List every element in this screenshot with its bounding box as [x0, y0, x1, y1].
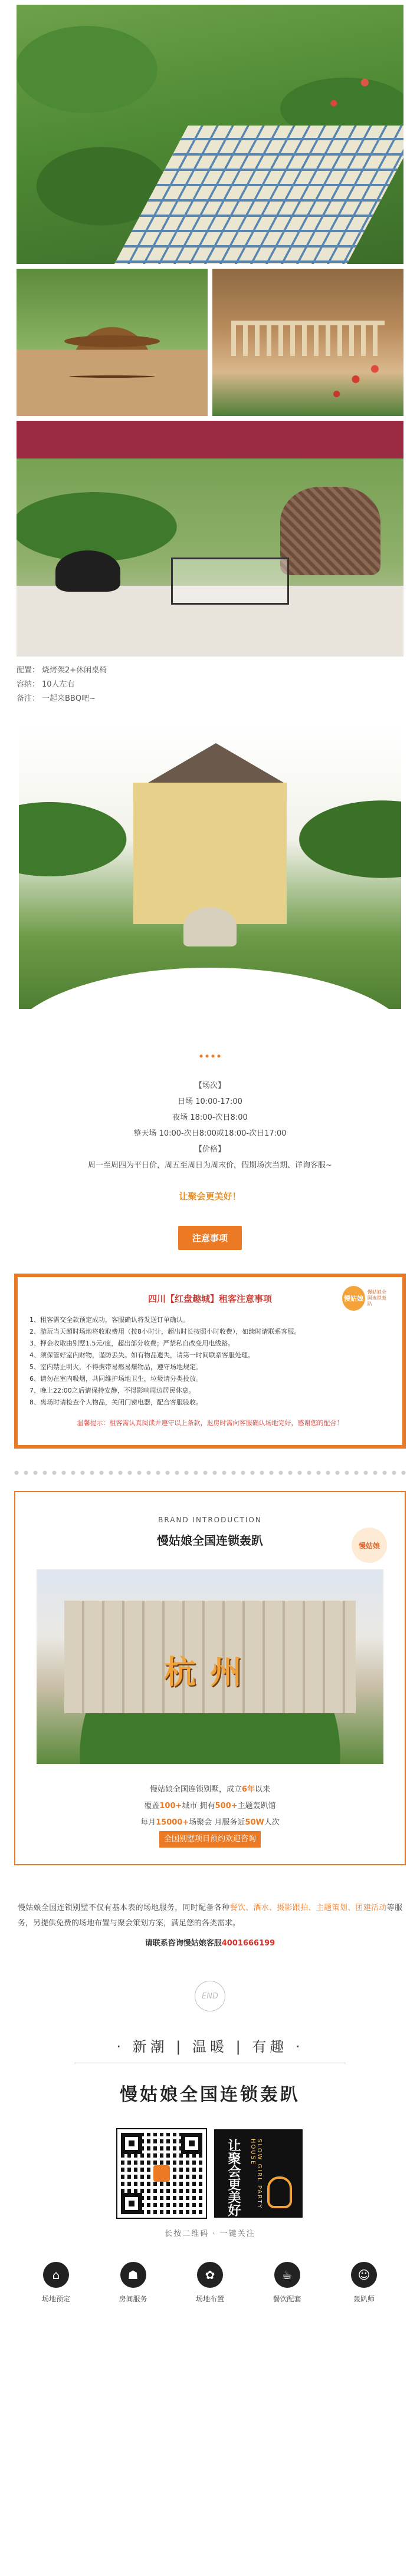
patio-table-photo: [17, 269, 208, 416]
intro-text-b: 等服务，另提供免费的场地布置与聚会策划方案，满足您的各类需求。: [18, 1904, 402, 1928]
qr-code[interactable]: [117, 2129, 206, 2218]
brand-zh-title: 慢姑娘全国连锁轰趴: [157, 1533, 263, 1548]
venue-info: [17, 664, 403, 706]
brand-logo: [342, 1285, 389, 1311]
brand-line3-b: 场聚会 月服务近: [189, 1818, 245, 1827]
glass-table-shape: [171, 558, 289, 605]
nav-item-booking[interactable]: [24, 2262, 88, 2304]
dining-icon: ☕: [274, 2262, 300, 2288]
logo-text: 慢姑娘全国连锁轰趴: [367, 1289, 386, 1307]
notice-footer: 温馨提示：租客需认真阅读并遵守以上条款，退房时需向客服确认场地完好，感谢您的配合！: [77, 1419, 343, 1427]
garden-path-photo: [17, 5, 403, 264]
brand-line3-c: 人次: [264, 1818, 280, 1827]
nav-label: 场地预定: [41, 2295, 70, 2303]
nav-item-host[interactable]: [332, 2262, 396, 2304]
list-item: 2、游玩当天超时场地将收取费用（按8小时计，超出时长按照小时收费），如续时请联系客服。: [29, 1328, 301, 1335]
terrace-flowers-photo: [212, 269, 403, 416]
bbq-area-photo: [17, 421, 403, 657]
host-icon: ☺: [351, 2262, 377, 2288]
qr-logo-icon: [153, 2165, 170, 2182]
capacity-value: 10人左右: [42, 680, 75, 689]
brand-visitors: 50W: [245, 1818, 264, 1827]
price-heading: 【价格】: [194, 1145, 225, 1154]
hotline-label: 请联系咨询慢姑娘客服: [145, 1939, 222, 1948]
logo-badge: 慢姑娘: [342, 1286, 365, 1311]
grill-shape: [55, 550, 120, 592]
list-item: 8、离场时请检查个人物品，关闭门窗电器，配合客服验收。: [29, 1399, 202, 1406]
hotline: [18, 1936, 402, 1951]
decoration-icon: ✿: [197, 2262, 223, 2288]
pointing-hand-icon: [267, 2176, 292, 2208]
nav-label: 场地布置: [195, 2295, 224, 2303]
room-service-icon: ☗: [120, 2262, 146, 2288]
notice-heading: [0, 1226, 420, 1250]
dots-decoration: [198, 1053, 222, 1064]
brand-line1-text: 慢姑娘全国连锁别墅，成立: [149, 1785, 242, 1794]
brand-line-3: [26, 1815, 394, 1831]
config-label: 配置：: [17, 666, 40, 675]
list-item: 5、室内禁止明火，不得携带易燃易爆物品，遵守场地规定。: [29, 1363, 202, 1371]
brand-venues: 500+: [215, 1802, 238, 1810]
note-line: [17, 692, 403, 706]
brand-deco-logo: 慢姑娘: [352, 1528, 387, 1563]
qr-row: [0, 2129, 420, 2218]
brand-line3-a: 每月: [140, 1818, 156, 1827]
hotline-number[interactable]: 4001666199: [221, 1939, 275, 1948]
brand-line2-b: 城市 拥有: [182, 1802, 215, 1810]
session-body: [24, 1078, 396, 1173]
session-full: 整天场 10:00-次日8:00或18:00-次日17:00: [133, 1129, 287, 1138]
brand-line-4: [26, 1831, 394, 1848]
nav-item-dining[interactable]: [255, 2262, 320, 2304]
page: [0, 5, 420, 2304]
intro-text-a: 慢姑娘全国连锁别墅不仅有基本表的场地服务，同时配备各种: [18, 1904, 230, 1912]
brand-stats: [26, 1782, 394, 1848]
intro-services: 餐饮、酒水、摄影跟拍、主题策划、团建活动: [229, 1904, 387, 1912]
mansion-photo: [37, 1569, 383, 1764]
session-day: 日场 10:00-17:00: [178, 1097, 242, 1106]
slogan: 让聚会更美好！: [179, 1191, 241, 1202]
brand-cta-bar: 全国别墅项目预约欢迎咨询: [159, 1831, 261, 1848]
qr-side-text: 让聚会更美好: [226, 2139, 241, 2217]
brand-years: 6年: [241, 1785, 255, 1794]
brand-line2-c: 主题轰趴馆: [237, 1802, 276, 1810]
config-value: 烧烤架2+休闲桌椅: [42, 666, 107, 675]
nav-item-decoration[interactable]: [178, 2262, 242, 2304]
notice-pill: 注意事项: [178, 1226, 242, 1250]
brand-name: 慢姑娘全国连锁轰趴: [120, 2084, 300, 2105]
nav-item-room-service[interactable]: [101, 2262, 166, 2304]
intro-text: [18, 1901, 402, 1951]
notice-list: [29, 1314, 391, 1409]
nav-label: 轰趴师: [353, 2295, 375, 2303]
brand-en-title: BRAND INTRODUCTION: [158, 1516, 262, 1524]
rattan-chair-shape: [280, 487, 380, 575]
session-night: 夜场 18:00-次日8:00: [172, 1113, 248, 1122]
qr-side-en: SLOW GIRL PARTY HOUSE: [250, 2139, 262, 2209]
brand-parties: 15000+: [156, 1818, 189, 1827]
list-item: 6、请勿在室内吸烟，共同维护场地卫生，垃圾请分类投放。: [29, 1375, 202, 1383]
patio-photo-row: [17, 269, 403, 416]
notice-title-prefix: 四川: [147, 1294, 166, 1304]
list-item: 7、晚上22:00之后请保持安静，不得影响周边居民休息。: [29, 1387, 195, 1394]
price-note: 周一至周四为平日价，周五至周日为周末价，假期场次当期、详询客服~: [88, 1161, 332, 1170]
city-name: 杭州: [164, 1653, 256, 1691]
home-icon: ⌂: [43, 2262, 69, 2288]
brand-line1-tail: 以来: [255, 1785, 271, 1794]
end-mark: END: [195, 1981, 225, 2011]
nav-label: 房间服务: [119, 2295, 147, 2303]
dot-separator: [12, 1464, 408, 1482]
session-heading: 【场次】: [194, 1081, 225, 1090]
brand-cities: 100+: [159, 1802, 182, 1810]
brand-line-1: [26, 1782, 394, 1798]
list-item: 4、须保管好室内财物，谨防丢失。如有物品遗失，请第一时间联系客服处理。: [29, 1351, 254, 1359]
brand-card: [14, 1491, 406, 1865]
notice-title: [29, 1292, 391, 1305]
note-label: 备注：: [17, 694, 40, 703]
capacity-label: 容纳：: [17, 680, 40, 689]
nav-label: 餐饮配套: [273, 2295, 301, 2303]
villa-photo: [19, 726, 401, 1009]
notice-card: [14, 1274, 406, 1449]
config-line: [17, 664, 403, 678]
capacity-line: [17, 678, 403, 692]
qr-side-banner: [214, 2129, 303, 2218]
note-value: 一起来BBQ吧~: [42, 694, 96, 703]
tagline: · 新潮 | 温暖 | 有趣 ·: [116, 2039, 304, 2055]
brand-line2-a: 覆盖: [144, 1802, 160, 1810]
bottom-nav: [24, 2262, 396, 2304]
qr-caption: 长按二维码 · 一键关注: [165, 2229, 255, 2238]
list-item: 1、租客需交全款预定成功，客服确认将发送订单确认。: [29, 1316, 189, 1324]
brand-line-2: [26, 1798, 394, 1815]
list-item: 3、押金收取由别墅1.5元/度，超出部分收费；严禁私自改变用电线路。: [29, 1340, 235, 1347]
notice-title-main: 【红盘趣城】租客注意事项: [166, 1294, 273, 1304]
